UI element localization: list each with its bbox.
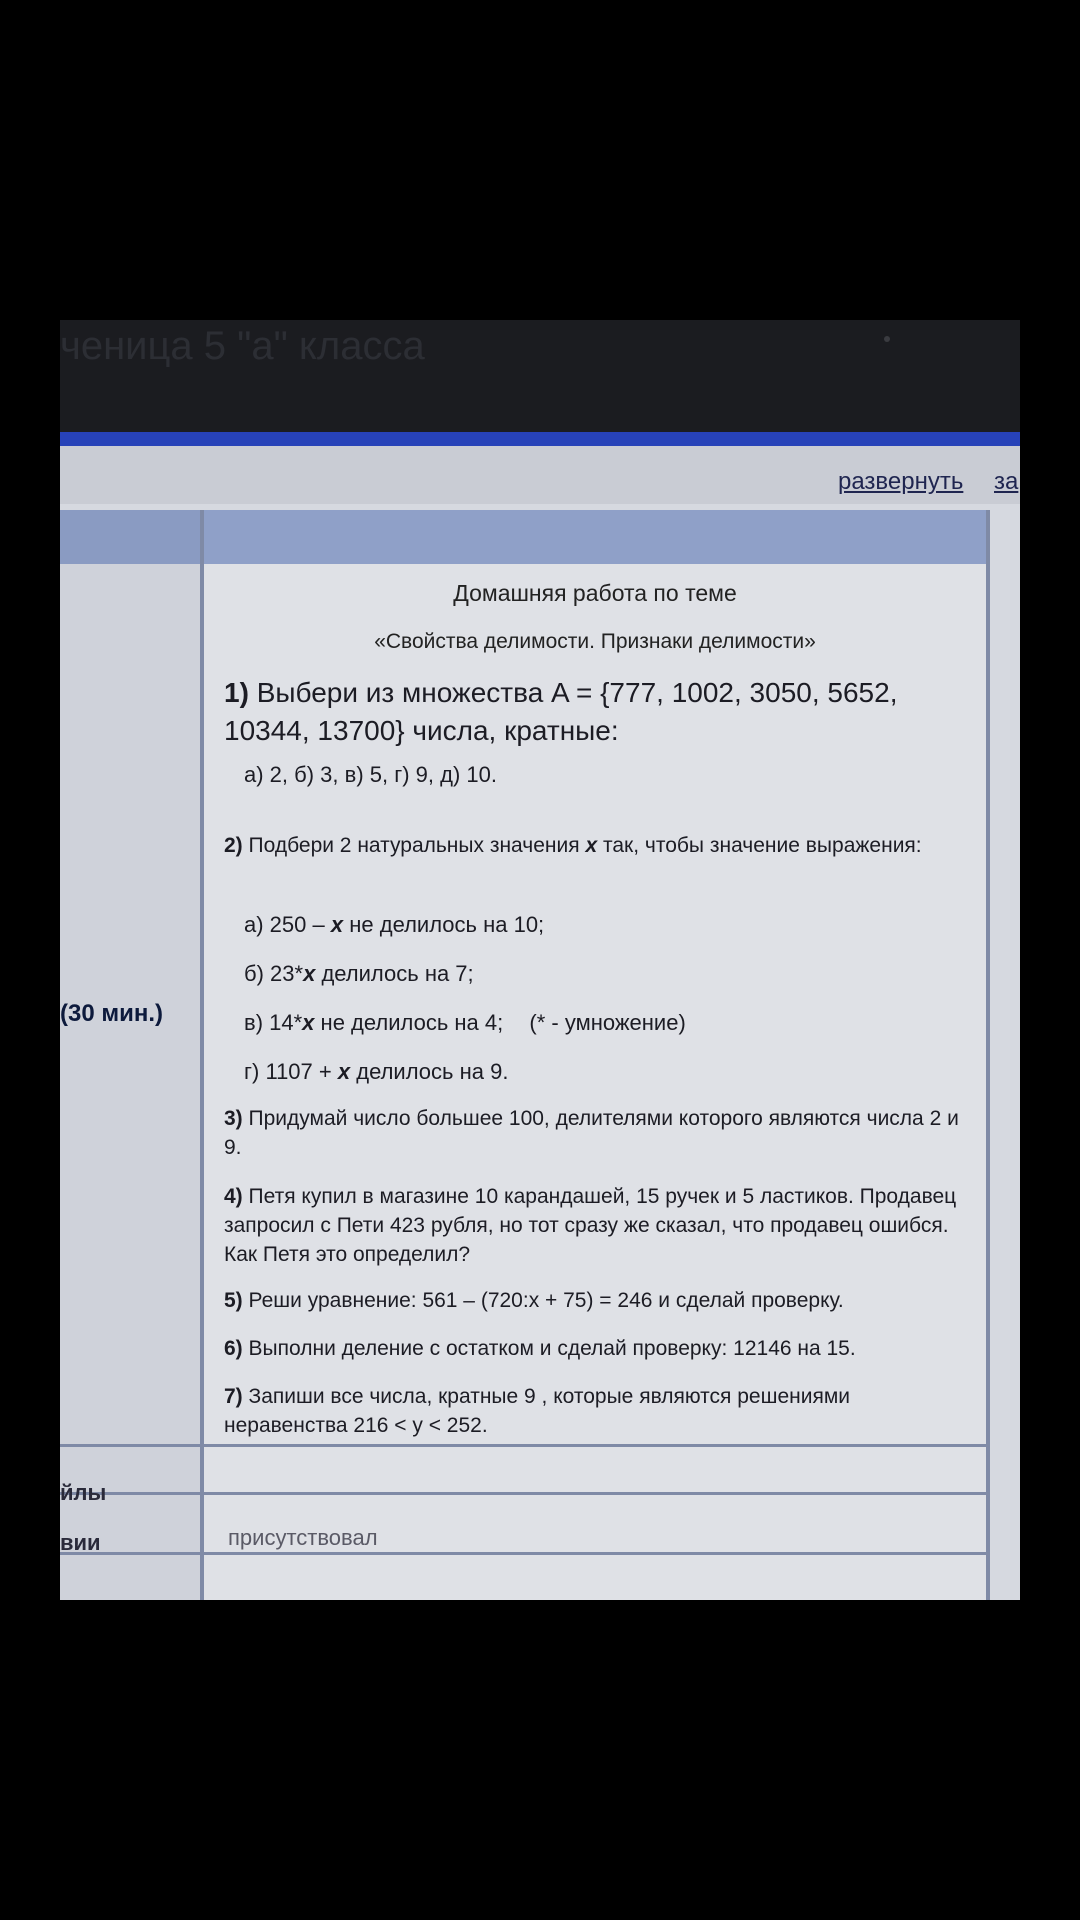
- sub-text: не делилось на 10;: [349, 912, 545, 937]
- task-text: Подбери 2 натуральных значения: [248, 834, 580, 857]
- task-number: 3): [224, 1107, 243, 1130]
- task-number: 5): [224, 1289, 243, 1312]
- task-2: [224, 832, 964, 860]
- task-2-b: [244, 961, 474, 987]
- task-1: [224, 674, 964, 750]
- task-number: 1): [224, 677, 249, 708]
- multiply-note: (* - умножение): [529, 1010, 686, 1035]
- sub-text: делилось на 7;: [321, 961, 474, 986]
- task-4: [224, 1182, 964, 1269]
- monitor-screen: [60, 320, 1020, 1600]
- task-number: 4): [224, 1185, 243, 1208]
- table-header-right: [204, 510, 990, 564]
- task-2-a: [244, 912, 544, 938]
- row-divider: [60, 1492, 990, 1495]
- toolbar-link-cut[interactable]: за: [994, 468, 1019, 495]
- task-3: [224, 1104, 964, 1162]
- sub-text: б) 23*: [244, 961, 304, 986]
- task-number: 6): [224, 1337, 243, 1360]
- task-text: Выполни деление с остатком и сделай проверку: 12146 на 15.: [248, 1337, 856, 1360]
- variable-x: x: [303, 961, 316, 986]
- sub-text: а) 250 –: [244, 912, 325, 937]
- attendance-value: присутствовал: [228, 1525, 378, 1550]
- time-label: (30 мин.): [60, 1000, 164, 1027]
- task-1-options: а) 2, б) 3, в) 5, г) 9, д) 10.: [244, 762, 497, 787]
- window-title: ченица 5 "а" класса: [60, 324, 425, 368]
- homework-topic: «Свойства делимости. Признаки делимости»: [374, 630, 816, 653]
- task-text: Реши уравнение: 561 – (720:x + 75) = 246 и сделай проверку.: [248, 1289, 844, 1312]
- sub-text: не делилось на 4;: [320, 1010, 504, 1035]
- task-5: [224, 1286, 964, 1315]
- task-text: Выбери из множества A = {777, 1002, 3050, 5652, 10344, 13700} числа, кратные:: [224, 677, 898, 746]
- task-text: так, чтобы значение выражения:: [602, 834, 922, 857]
- accent-bar: [60, 432, 1020, 446]
- files-label: йлы: [60, 1480, 107, 1505]
- task-text: Петя купил в магазине 10 карандашей, 15 ручек и 5 ластиков. Продавец запросил с Пети 423 рубля, но тот сразу же сказал, что продавец ошибся. Как Петя это определил?: [224, 1185, 957, 1266]
- window-titlebar: [60, 320, 1020, 432]
- toolbar: [60, 446, 1020, 504]
- task-text: Запиши все числа, кратные 9 , которые являются решениями неравенства 216 < y < 252.: [224, 1385, 850, 1437]
- expand-link[interactable]: развернуть: [838, 468, 964, 495]
- task-7: [224, 1382, 964, 1440]
- task-number: 2): [224, 834, 243, 857]
- row-divider: [60, 1444, 990, 1447]
- sub-text: делилось на 9.: [356, 1059, 509, 1084]
- column-divider-right: [986, 510, 990, 1600]
- task-number: 7): [224, 1385, 243, 1408]
- task-6: [224, 1334, 964, 1363]
- attendance-label: вии: [60, 1530, 101, 1555]
- task-2-c: [244, 1010, 686, 1036]
- sub-text: в) 14*: [244, 1010, 303, 1035]
- variable-x: x: [337, 1059, 351, 1084]
- table-header-left: [60, 510, 200, 564]
- variable-x: x: [302, 1010, 315, 1035]
- titlebar-control-icon[interactable]: [884, 336, 890, 342]
- task-2-d: [244, 1059, 508, 1085]
- row-divider: [60, 1552, 990, 1555]
- homework-heading: Домашняя работа по теме: [453, 580, 737, 606]
- variable-x: x: [330, 912, 344, 937]
- task-text: Придумай число большее 100, делителями которого являются числа 2 и 9.: [224, 1107, 959, 1159]
- sub-text: г) 1107 +: [244, 1059, 332, 1084]
- variable-x: x: [585, 834, 598, 857]
